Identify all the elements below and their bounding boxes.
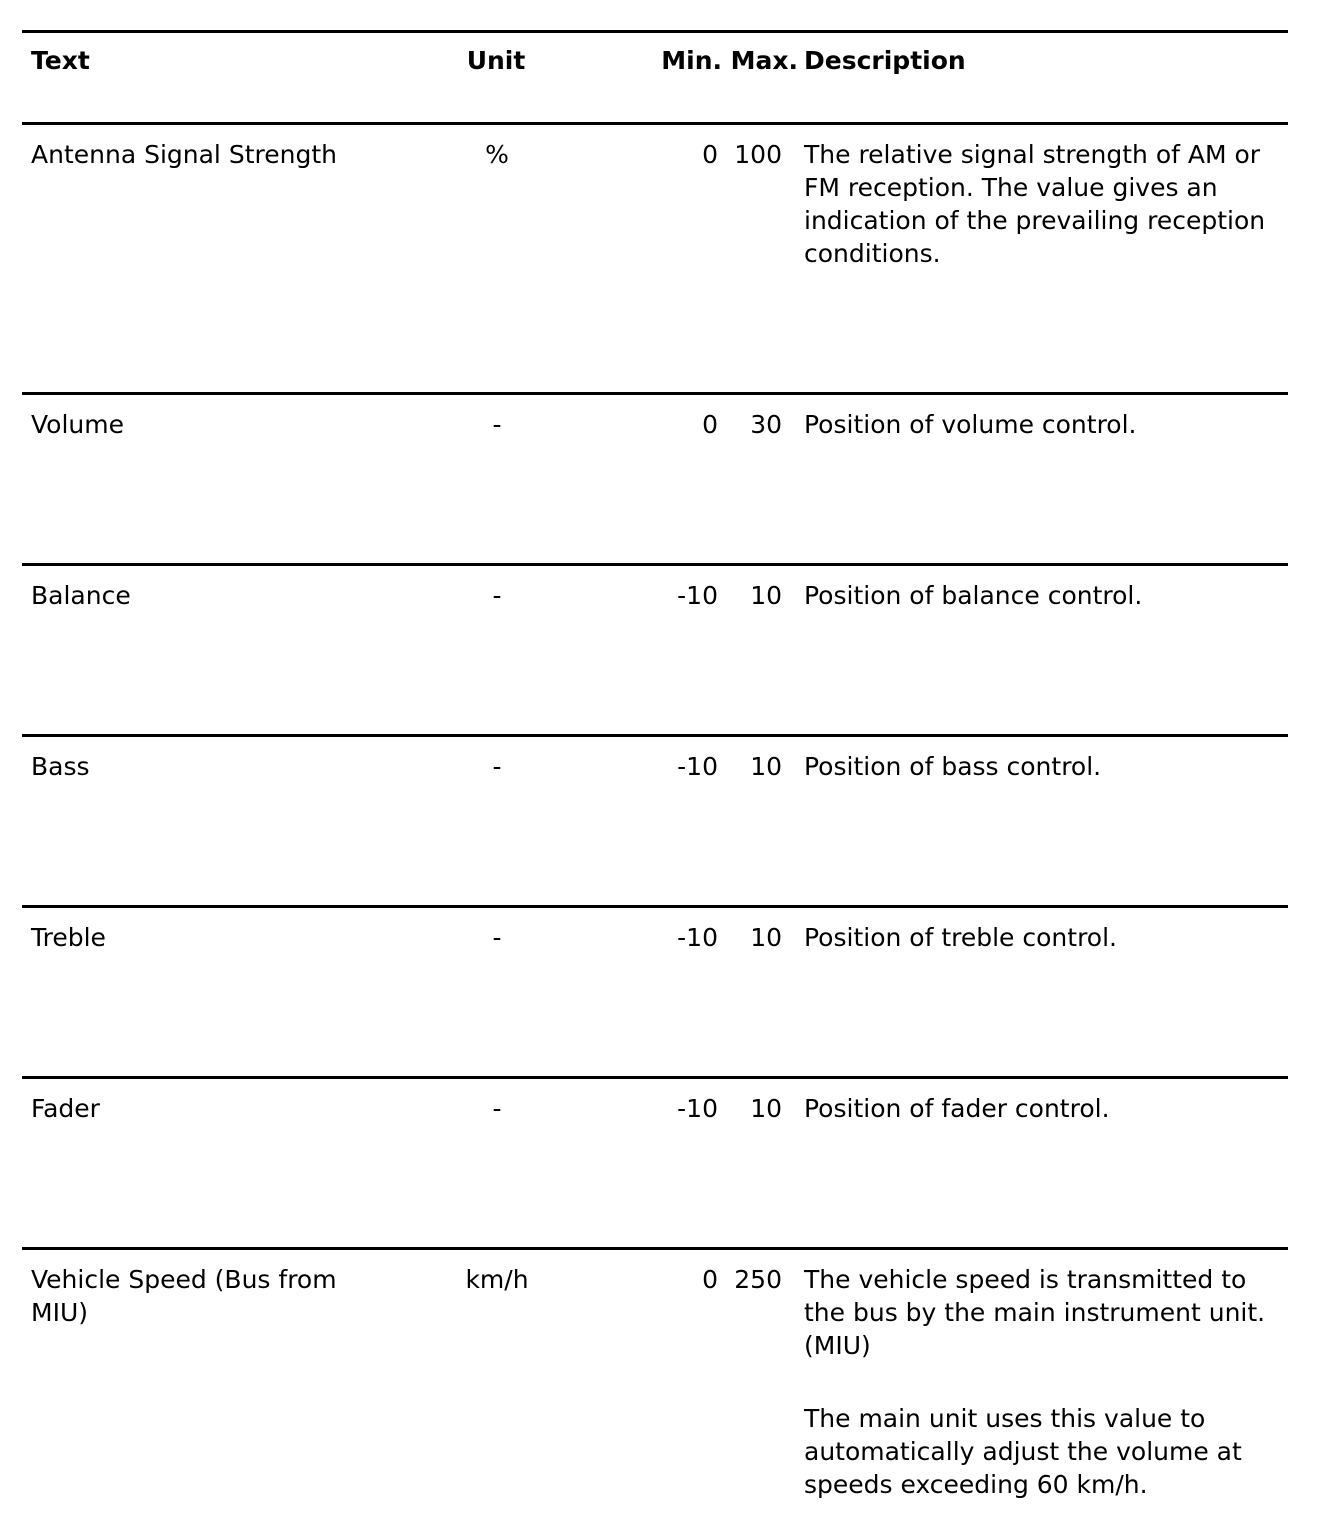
table-row xyxy=(22,1247,1288,1517)
row-min: 0 xyxy=(702,1265,718,1294)
row-text: Balance xyxy=(31,581,131,610)
header-max: Max. xyxy=(730,46,798,75)
row-unit: - xyxy=(492,410,502,439)
row-min: -10 xyxy=(677,1094,718,1123)
row-max: 250 xyxy=(734,1265,782,1294)
row-text: Vehicle Speed (Bus from MIU) xyxy=(31,1265,337,1327)
row-max: 10 xyxy=(750,581,782,610)
row-description xyxy=(804,750,1294,783)
row-unit: - xyxy=(492,923,502,952)
description-paragraph: The relative signal strength of AM or FM reception. The value gives an indication of the prevailing reception conditions. xyxy=(804,140,1266,268)
header-unit: Unit xyxy=(466,46,526,75)
row-min: -10 xyxy=(677,923,718,952)
row-text: Bass xyxy=(31,752,90,781)
row-min: -10 xyxy=(677,581,718,610)
row-text: Fader xyxy=(31,1094,100,1123)
table-row xyxy=(22,563,1288,734)
row-description xyxy=(804,1092,1294,1125)
row-description xyxy=(804,1263,1294,1501)
row-description xyxy=(804,921,1294,954)
row-max: 10 xyxy=(750,923,782,952)
description-paragraph: Position of bass control. xyxy=(804,752,1102,781)
header-min: Min. xyxy=(661,46,722,75)
table-row xyxy=(22,122,1288,392)
row-min: 0 xyxy=(702,410,718,439)
table-header xyxy=(22,30,1288,122)
row-text: Treble xyxy=(31,923,106,952)
description-paragraph: Position of balance control. xyxy=(804,581,1143,610)
parameter-table xyxy=(22,30,1288,1517)
row-unit: - xyxy=(492,581,502,610)
header-description: Description xyxy=(804,46,966,75)
description-paragraph: Position of fader control. xyxy=(804,1094,1110,1123)
row-description xyxy=(804,579,1294,612)
row-unit: km/h xyxy=(465,1265,529,1294)
row-max: 10 xyxy=(750,1094,782,1123)
header-text: Text xyxy=(31,46,90,75)
row-max: 100 xyxy=(734,140,782,169)
description-paragraph: Position of volume control. xyxy=(804,410,1137,439)
row-description xyxy=(804,138,1294,270)
table-row xyxy=(22,905,1288,1076)
row-min: 0 xyxy=(702,140,718,169)
row-max: 10 xyxy=(750,752,782,781)
table-row xyxy=(22,1076,1288,1247)
row-unit: % xyxy=(485,140,509,169)
row-text: Antenna Signal Strength xyxy=(31,140,337,169)
table-row xyxy=(22,392,1288,563)
row-unit: - xyxy=(492,752,502,781)
row-description xyxy=(804,408,1294,441)
row-text: Volume xyxy=(31,410,124,439)
description-paragraph: Position of treble control. xyxy=(804,923,1117,952)
row-unit: - xyxy=(492,1094,502,1123)
description-paragraph: The vehicle speed is transmitted to the bus by the main instrument unit. (MIU) xyxy=(804,1265,1266,1360)
row-min: -10 xyxy=(677,752,718,781)
row-max: 30 xyxy=(750,410,782,439)
table-row xyxy=(22,734,1288,905)
description-paragraph: The main unit uses this value to automatically adjust the volume at speeds exceeding 60 km/h. xyxy=(804,1404,1242,1499)
